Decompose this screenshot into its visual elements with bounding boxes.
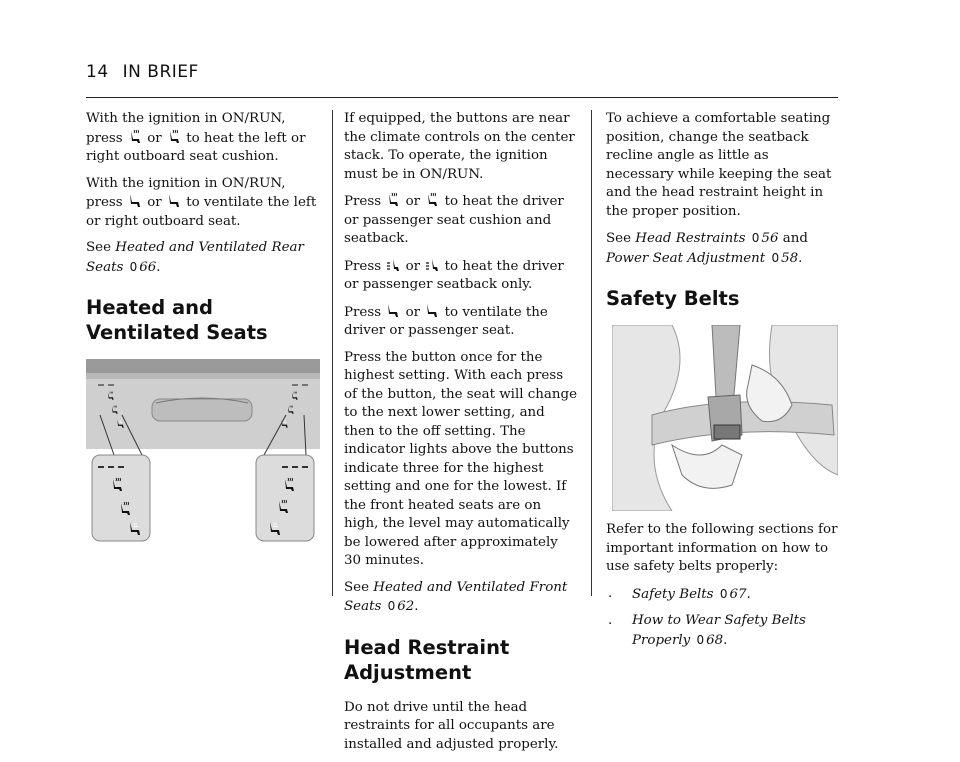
column-divider-2 bbox=[591, 110, 592, 596]
power-seat-link[interactable]: Power Seat Adjustment bbox=[606, 250, 766, 266]
safety-belts-intro: Refer to the following sections for important information on how to use safety belts properly: bbox=[606, 522, 838, 574]
heated-seatback-icon bbox=[425, 257, 439, 273]
ventilated-seat-icon bbox=[386, 303, 400, 319]
header-rule bbox=[86, 97, 838, 98]
heated-seat-icon bbox=[425, 192, 439, 208]
seat-controls-illustration bbox=[86, 359, 320, 545]
see-front-seats-ref: See Heated and Ventilated Front Seats 0 62. bbox=[344, 579, 568, 614]
head-restraint-heading: Head Restraint Adjustment bbox=[344, 635, 510, 684]
front-seatback-paragraph: Press or to heat the driver or passenger seatback only. bbox=[344, 258, 564, 292]
wear-safety-belts-link[interactable]: How to Wear Safety Belts Properly bbox=[632, 613, 806, 648]
page-ref-icon: 0 bbox=[719, 586, 728, 601]
page-ref-icon: 0 bbox=[129, 259, 138, 274]
see-rear-seats-ref: See Heated and Ventilated Rear Seats 0 66. bbox=[86, 240, 304, 275]
column-divider-1 bbox=[332, 110, 333, 596]
heated-seat-icon bbox=[128, 129, 142, 145]
settings-paragraph: Press the button once for the highest setting. With each press of the button, the seat will change to the next lower setting, and then to the off setting. The indicator lights above the buttons indicate three for the highest setting and one for the lowest. If the front heated seats are on high, the level may automatically be lowered after approximately 30 minutes. bbox=[344, 349, 578, 568]
ventilated-seat-icon bbox=[167, 193, 181, 209]
front-location-paragraph: If equipped, the buttons are near the climate controls on the center stack. To operate, the ignition must be in ON/RUN. bbox=[344, 111, 575, 182]
section-title: IN BRIEF bbox=[122, 62, 199, 82]
column-1 bbox=[86, 110, 320, 545]
page-ref-icon: 0 bbox=[751, 231, 760, 245]
heated-ventilated-heading: Heated and Ventilated Seats bbox=[86, 296, 268, 344]
comfort-paragraph: To achieve a comfortable seating position, change the seatback recline angle as little as necessary while keeping the seat and the head restraint height in the proper position. bbox=[606, 111, 832, 219]
rear-heat-paragraph: With the ignition in ON/RUN, press or to heat the left or right outboard seat cushion. bbox=[86, 111, 306, 164]
heated-seatback-icon bbox=[386, 257, 400, 273]
heated-seat-icon bbox=[386, 192, 400, 208]
page-number: 14 bbox=[86, 62, 109, 82]
column-3 bbox=[606, 110, 838, 658]
rear-vent-paragraph: With the ignition in ON/RUN, press or to ventilate the left or right outboard seat. bbox=[86, 175, 317, 229]
see-restraints-ref: See Head Restraints 0 56 and Power Seat Adjustment 0 58. bbox=[606, 231, 808, 266]
bullet-glyph: . bbox=[608, 585, 613, 601]
heated-seat-icon bbox=[167, 129, 181, 145]
rear-seats-link[interactable]: Heated and Ventilated Rear Seats bbox=[86, 240, 304, 275]
safety-belt-illustration bbox=[612, 325, 838, 511]
head-restraints-link[interactable]: Head Restraints bbox=[635, 231, 746, 246]
head-restraint-paragraph: Do not drive until the head restraints for all occupants are installed and adjusted properly. bbox=[344, 699, 559, 752]
page-ref-icon: 0 bbox=[771, 250, 780, 265]
safety-belts-link[interactable]: Safety Belts bbox=[632, 586, 714, 602]
bullet-item: . How to Wear Safety Belts Properly 0 68. bbox=[608, 613, 806, 648]
front-vent-paragraph: Press or to ventilate the driver or passenger seat. bbox=[344, 304, 548, 338]
page-ref-icon: 0 bbox=[387, 599, 396, 613]
page-header bbox=[86, 62, 199, 82]
safety-belts-heading: Safety Belts bbox=[606, 287, 740, 310]
column-2 bbox=[344, 110, 578, 762]
front-seats-link[interactable]: Heated and Ventilated Front Seats bbox=[344, 579, 568, 614]
bullet-glyph: . bbox=[608, 613, 613, 628]
front-heat-paragraph: Press or to heat the driver or passenger seat cushion and seatback. bbox=[344, 194, 564, 246]
bullet-item: . Safety Belts 0 67. bbox=[608, 585, 751, 602]
page-ref-icon: 0 bbox=[696, 632, 705, 647]
ventilated-seat-icon bbox=[128, 193, 142, 209]
ventilated-seat-icon bbox=[425, 303, 439, 319]
